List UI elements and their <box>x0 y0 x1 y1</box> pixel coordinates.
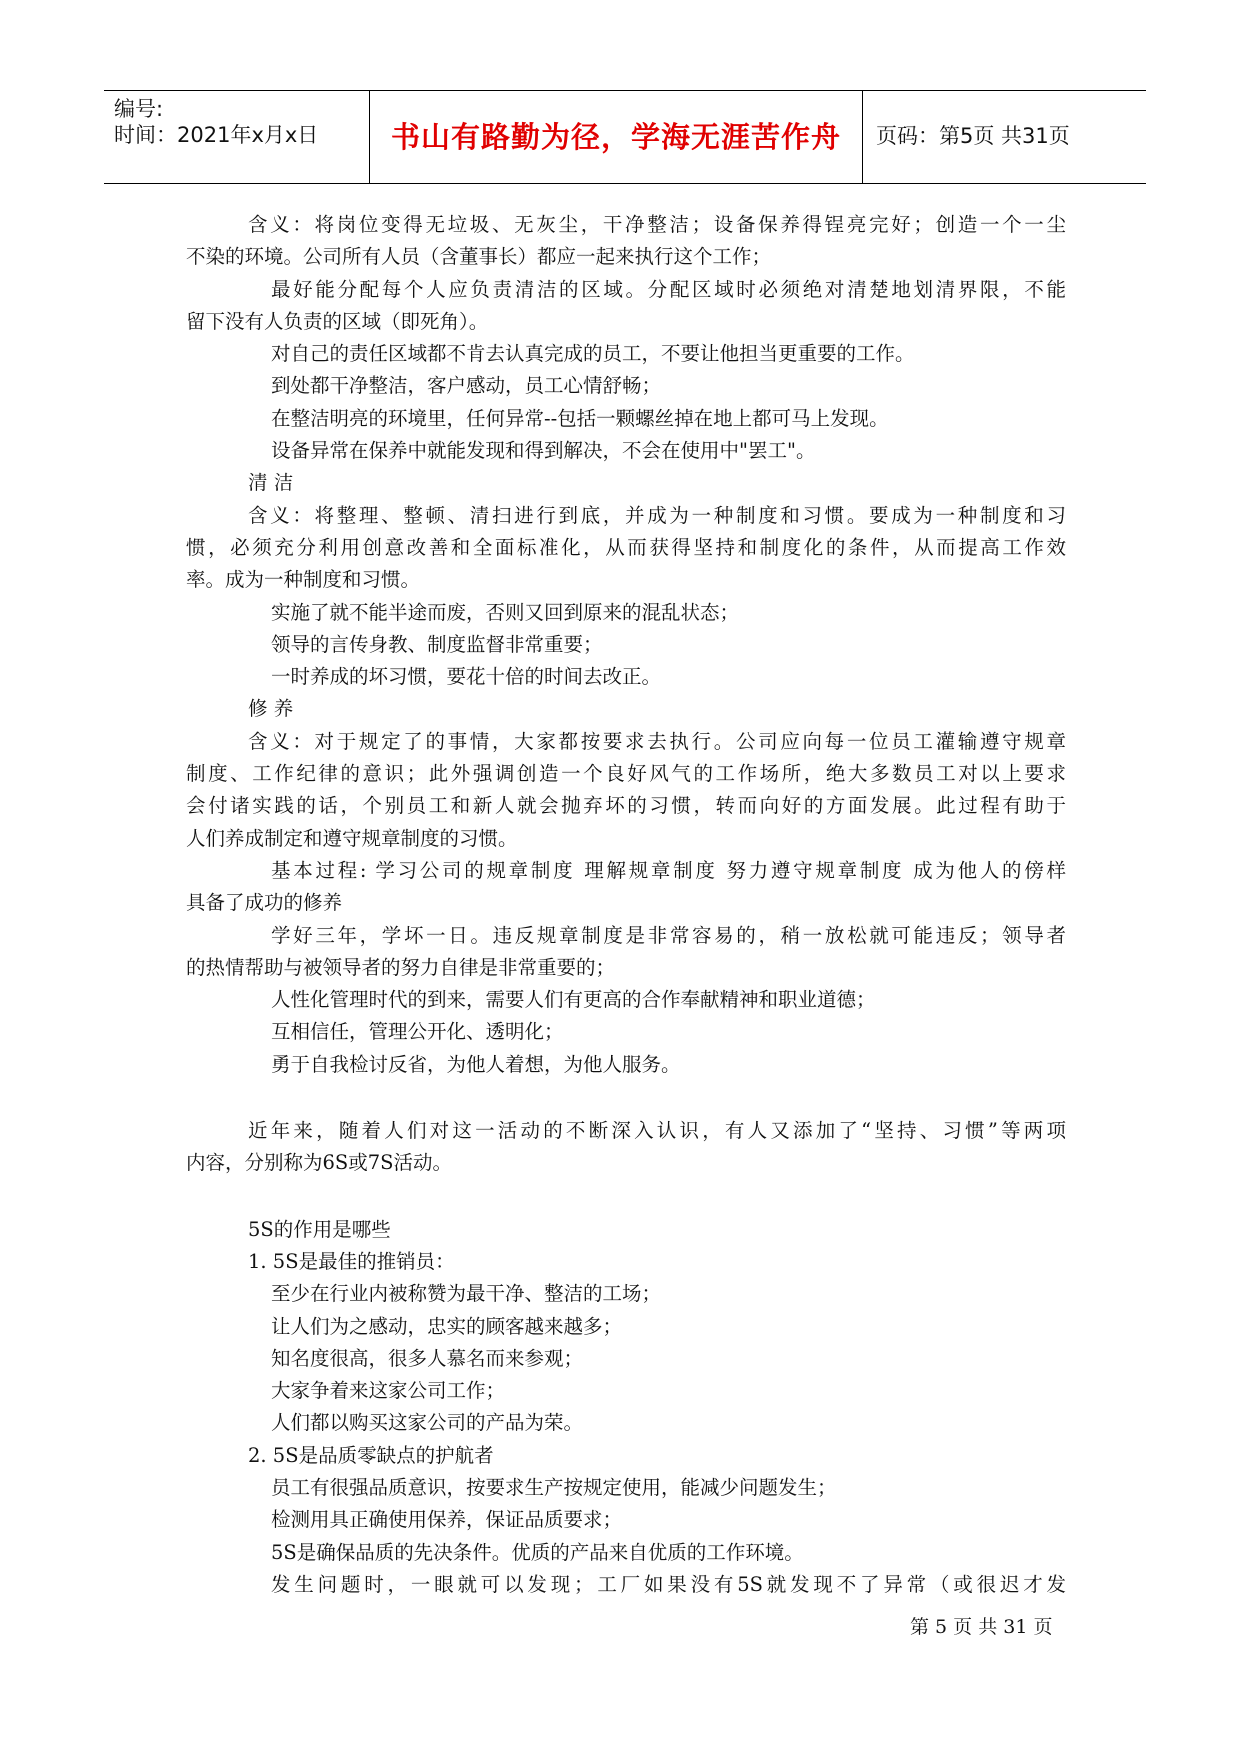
text-line: 具备了成功的修养 <box>186 891 343 915</box>
text-line: 含义：对于规定了的事情，大家都按要求去执行。公司应向每一位员工灌输遵守规章 <box>248 729 1066 753</box>
motto-text: 书山有路勤为径，学海无涯苦作舟 <box>390 119 841 154</box>
text-line: 领导的言传身教、制度监督非常重要； <box>271 632 603 656</box>
text-line: 含义：将岗位变得无垃圾、无灰尘，干净整洁；设备保养得锃亮完好；创造一个一尘 <box>248 213 1066 236</box>
text-line: 惯，必须充分利用创意改善和全面标准化，从而获得坚持和制度化的条件，从而提高工作效 <box>186 535 1066 559</box>
text-line: 2. 5S是品质零缺点的护航者 <box>248 1443 494 1467</box>
text-line: 清 洁 <box>248 471 294 495</box>
document-body <box>186 209 1066 1601</box>
text-line: 不染的环境。公司所有人员（含董事长）都应一起来执行这个工作； <box>186 245 772 269</box>
document-number-label: 编号: <box>114 97 164 121</box>
text-line: 最好能分配每个人应负责清洁的区域。分配区域时必须绝对清楚地划清界限，不能 <box>271 277 1066 301</box>
text-line: 内容，分别称为6S或7S活动。 <box>186 1151 453 1175</box>
header-page-info <box>864 91 1146 183</box>
text-line: 会付诸实践的话，个别员工和新人就会抛弃坏的习惯，转而向好的方面发展。此过程有助于 <box>186 794 1066 818</box>
text-line: 设备异常在保养中就能发现和得到解决，不会在使用中"罢工"。 <box>271 439 816 463</box>
text-line: 一时养成的坏习惯，要花十倍的时间去改正。 <box>271 665 662 689</box>
header-motto <box>371 91 861 183</box>
text-line: 在整洁明亮的环境里，任何异常--包括一颗螺丝掉在地上都可马上发现。 <box>271 406 889 430</box>
page-info-text: 页码：第5页 共31页 <box>876 124 1070 148</box>
paragraph-gap <box>186 1081 1066 1115</box>
text-line: 学好三年，学坏一日。违反规章制度是非常容易的，稍一放松就可能违反；领导者 <box>271 923 1066 947</box>
text-line: 发生问题时，一眼就可以发现；工厂如果没有5S就发现不了异常（或很迟才发 <box>271 1572 1066 1596</box>
page-header <box>104 90 1146 184</box>
header-meta <box>104 91 369 183</box>
text-line: 人性化管理时代的到来，需要人们有更高的合作奉献精神和职业道德； <box>271 988 876 1012</box>
text-line: 知名度很高，很多人慕名而来参观； <box>271 1346 584 1370</box>
text-line: 5S的作用是哪些 <box>248 1217 391 1241</box>
text-line: 互相信任，管理公开化、透明化； <box>271 1020 564 1044</box>
text-line: 检测用具正确使用保养，保证品质要求； <box>271 1508 623 1532</box>
text-line: 基本过程: 学习公司的规章制度 理解规章制度 努力遵守规章制度 成为他人的傍样 <box>271 858 1066 882</box>
header-divider <box>369 91 370 183</box>
text-line: 勇于自我检讨反省，为他人着想，为他人服务。 <box>271 1052 681 1076</box>
text-line: 留下没有人负责的区域（即死角）。 <box>186 309 489 333</box>
text-line: 至少在行业内被称赞为最干净、整洁的工场； <box>271 1282 662 1306</box>
text-line: 对自己的责任区域都不肯去认真完成的员工，不要让他担当更重要的工作。 <box>271 342 915 366</box>
text-line: 1. 5S是最佳的推销员： <box>248 1249 455 1273</box>
text-line: 人们养成制定和遵守规章制度的习惯。 <box>186 826 518 850</box>
document-time-label: 时间：2021年x月x日 <box>114 123 319 147</box>
text-line: 含义：将整理、整顿、清扫进行到底，并成为一种制度和习惯。要成为一种制度和习 <box>248 503 1066 527</box>
text-line: 员工有很强品质意识，按要求生产按规定使用，能减少问题发生； <box>271 1475 837 1499</box>
text-line: 5S是确保品质的先决条件。优质的产品来自优质的工作环境。 <box>271 1540 804 1564</box>
text-line: 人们都以购买这家公司的产品为荣。 <box>271 1411 584 1435</box>
text-line: 到处都干净整洁，客户感动，员工心情舒畅； <box>271 374 662 398</box>
paragraph-gap <box>186 1180 1066 1214</box>
text-line: 修 养 <box>248 697 294 721</box>
text-line: 实施了就不能半途而废，否则又回到原来的混乱状态； <box>271 600 740 624</box>
text-line: 的热情帮助与被领导者的努力自律是非常重要的； <box>186 955 616 979</box>
text-line: 让人们为之感动，忠实的顾客越来越多； <box>271 1314 623 1338</box>
footer-page-number: 第 5 页 共 31 页 <box>910 1616 1053 1638</box>
header-divider <box>862 91 863 183</box>
text-line: 率。成为一种制度和习惯。 <box>186 568 421 592</box>
text-line: 制度、工作纪律的意识；此外强调创造一个良好风气的工作场所，绝大多数员工对以上要求 <box>186 762 1066 786</box>
text-line: 大家争着来这家公司工作； <box>271 1379 506 1403</box>
text-line: 近年来，随着人们对这一活动的不断深入认识，有人又添加了“坚持、习惯”等两项 <box>248 1119 1066 1143</box>
page-footer <box>910 1612 1052 1639</box>
